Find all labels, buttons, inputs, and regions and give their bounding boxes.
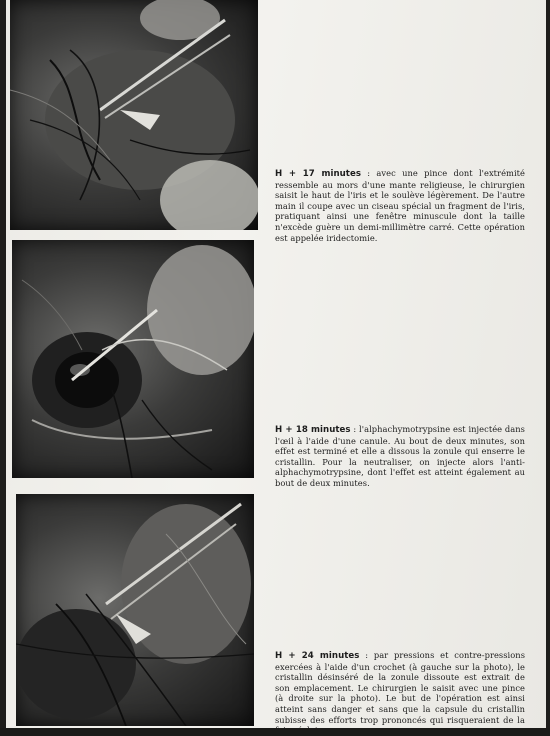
surgery-photo-iridectomy bbox=[10, 0, 258, 230]
caption-time-label: H + 24 minutes bbox=[275, 651, 360, 661]
caption-time-label: H + 18 minutes bbox=[275, 425, 351, 435]
surgery-photo-injection bbox=[12, 240, 254, 478]
caption-injection bbox=[275, 424, 525, 489]
caption-extraction bbox=[275, 650, 525, 736]
surgery-photo-extraction bbox=[16, 494, 254, 726]
caption-iridectomy bbox=[275, 168, 525, 243]
caption-text: : par pressions et contre-pressions exercées à l'aide d'un crochet (à gauche sur la photo), le cristallin désinséré de la zonule dissoute est extrait de son emplacement. Le chirurgien le saisit avec une pince (à droite sur la photo). Le but de l'opération est ainsi atteint sans danger et sans que la capsule du cristallin subisse des efforts trop prononcés qui risqueraient de la bbox=[275, 650, 525, 725]
caption-time-label: H + 17 minutes bbox=[275, 169, 361, 179]
caption-text: : avec une pince dont l'extrémité ressemble au mors d'une mante religieuse, le chirurgien saisit le haut de l'iris et le soulève légèrement. De l'autre main il coupe avec un ciseau spécial un fragment de l'iris, pratiquant ainsi une fenêtre minuscule dont la taille n'excède guère un demi-millimètre carré. Cette opération est appelée iridectomie. bbox=[275, 168, 525, 243]
page-bottom-edge bbox=[0, 728, 550, 736]
caption-text: : l'alphachymotrypsine est injectée dans l'œil à l'aide d'une canule. Au bout de deux minutes, son effet est terminé et elle a dissous la zonule qui enserre le cristallin. Pour la neutraliser, on injecte alors l'anti-alphachymotrypsine, dont l'effet est atteint également au bout de deux minutes. bbox=[275, 424, 525, 488]
